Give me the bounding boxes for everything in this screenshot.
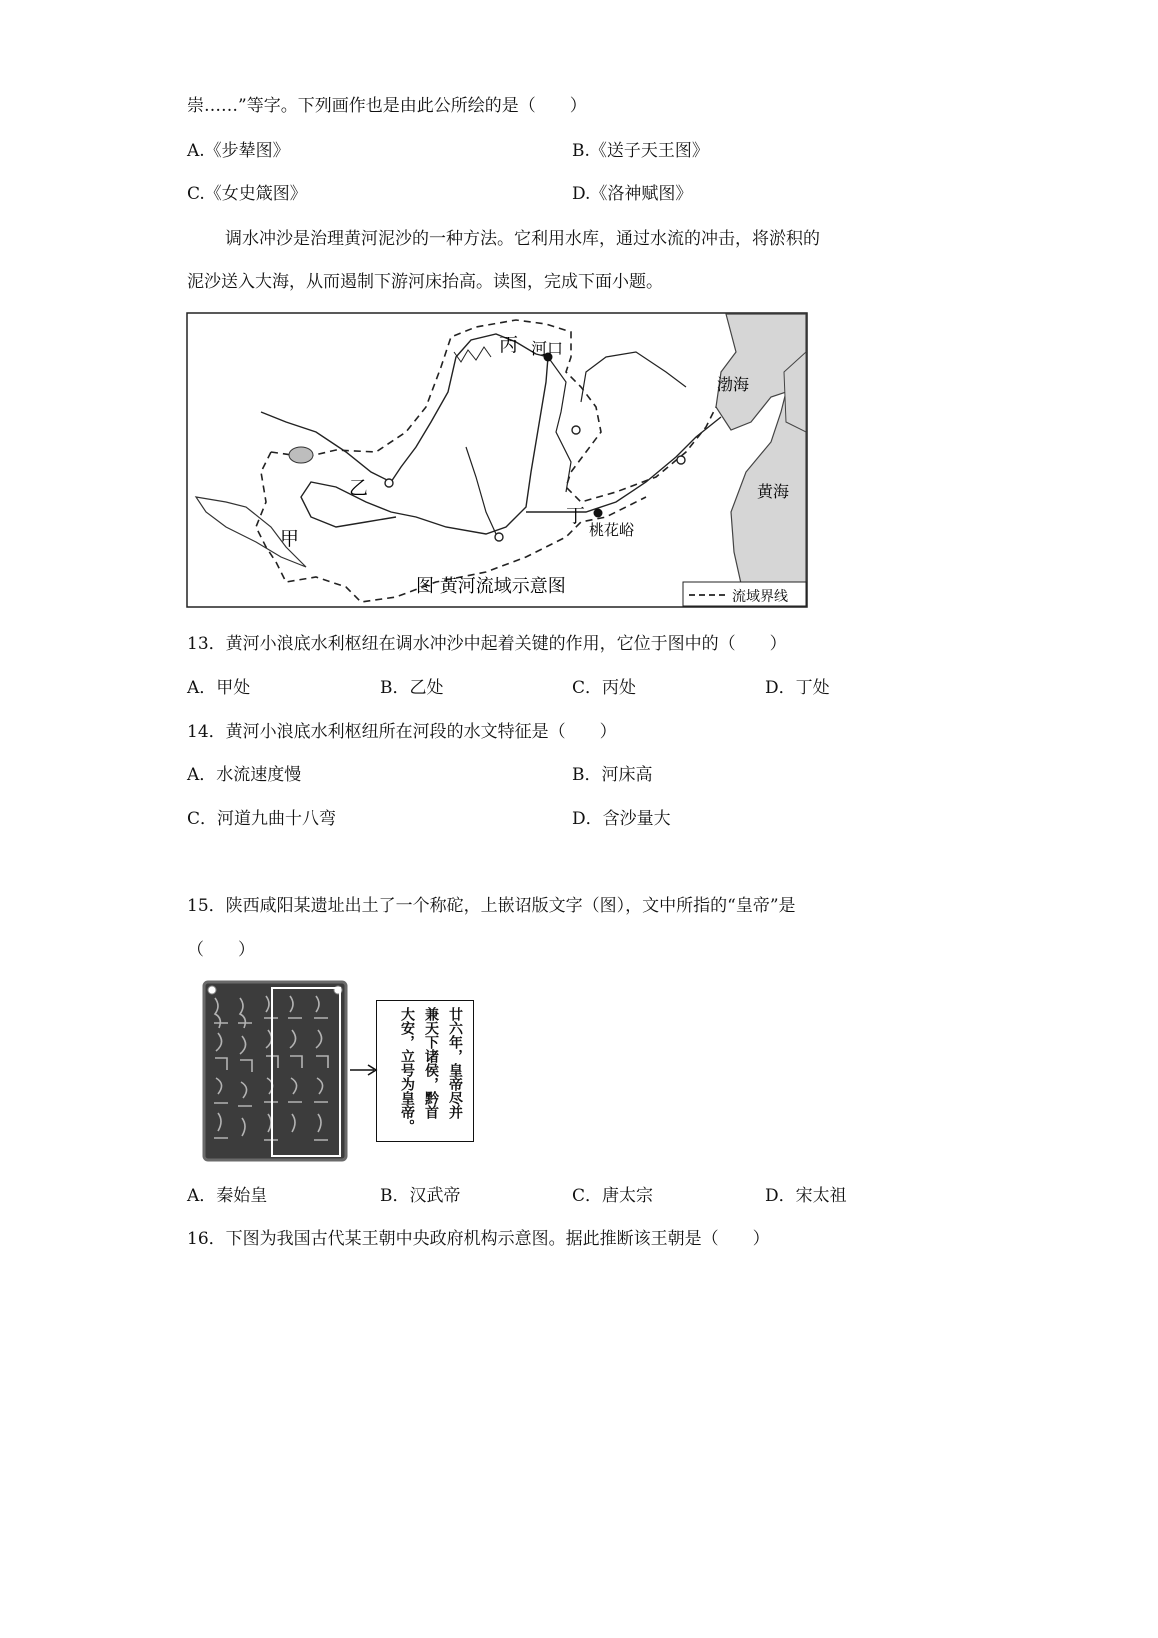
q15-option-b[interactable]: B．汉武帝 bbox=[380, 1186, 461, 1206]
q14-option-a[interactable]: A．水流速度慢 bbox=[187, 765, 302, 785]
q13-option-b[interactable]: B．乙处 bbox=[380, 678, 444, 698]
yellow-river-map bbox=[186, 312, 808, 608]
q16-stem: 16．下图为我国古代某王朝中央政府机构示意图。据此推断该王朝是（ ） bbox=[187, 1229, 770, 1249]
label-bohai: 渤海 bbox=[717, 375, 750, 394]
q13-option-d[interactable]: D．丁处 bbox=[765, 678, 830, 698]
q13-option-c[interactable]: C．丙处 bbox=[572, 678, 637, 698]
station-marker-south bbox=[495, 533, 503, 541]
q12-stem-tail: 崇……”等字。下列画作也是由此公所绘的是（ ） bbox=[187, 96, 587, 116]
legend-label: 流域界线 bbox=[732, 589, 788, 605]
q12-option-d[interactable]: D.《洛神赋图》 bbox=[572, 184, 693, 204]
bronze-plaque-svg bbox=[200, 978, 350, 1164]
q12-option-b[interactable]: B.《送子天王图》 bbox=[572, 141, 709, 161]
edict-transcription-text bbox=[385, 1007, 467, 1135]
label-bing: 丙 bbox=[499, 334, 519, 356]
arrow-icon bbox=[350, 1062, 378, 1076]
q13-stem: 13．黄河小浪底水利枢纽在调水冲沙中起着关键的作用，它位于图中的（ ） bbox=[187, 634, 787, 654]
passage-line-1: 调水冲沙是治理黄河泥沙的一种方法。它利用水库，通过水流的冲击，将淤积的 bbox=[225, 229, 820, 249]
yellow-river-map-svg bbox=[186, 312, 808, 608]
passage-line-2: 泥沙送入大海，从而遏制下游河床抬高。读图，完成下面小题。 bbox=[187, 272, 663, 292]
label-huanghai: 黄海 bbox=[757, 482, 790, 501]
edict-transcription-box bbox=[376, 1000, 474, 1142]
q12-option-c[interactable]: C.《女史箴图》 bbox=[187, 184, 307, 204]
q15-option-a[interactable]: A．秦始皇 bbox=[187, 1186, 268, 1206]
map-title: 图 黄河流域示意图 bbox=[416, 576, 566, 597]
bronze-edict-plaque bbox=[200, 978, 350, 1164]
q15-option-d[interactable]: D．宋太祖 bbox=[765, 1186, 847, 1206]
q13-option-a[interactable]: A．甲处 bbox=[187, 678, 251, 698]
label-jia: 甲 bbox=[280, 528, 300, 550]
taohuayu-marker bbox=[594, 509, 603, 518]
q14-option-d[interactable]: D．含沙量大 bbox=[572, 809, 671, 829]
label-ding: 丁 bbox=[566, 505, 586, 527]
q15-option-c[interactable]: C．唐太宗 bbox=[572, 1186, 654, 1206]
edict-col-1: 廿六年，皇帝尽并 bbox=[447, 1007, 463, 1119]
q14-option-b[interactable]: B．河床高 bbox=[572, 765, 653, 785]
edict-col-3: 大安，立号为皇帝。 bbox=[399, 1007, 415, 1133]
q14-option-c[interactable]: C．河道九曲十八弯 bbox=[187, 809, 337, 829]
q15-stem-cont: （ ） bbox=[187, 940, 255, 960]
label-yi: 乙 bbox=[349, 477, 369, 499]
label-taohuayu: 桃花峪 bbox=[589, 521, 635, 539]
q12-option-a[interactable]: A.《步辇图》 bbox=[187, 141, 290, 161]
label-hekou: 河口 bbox=[531, 339, 564, 358]
edict-col-2: 兼天下诸侯，黔首 bbox=[423, 1007, 439, 1119]
q14-stem: 14．黄河小浪底水利枢纽所在河段的水文特征是（ ） bbox=[187, 722, 617, 742]
station-marker-coast bbox=[677, 456, 685, 464]
station-marker-yi bbox=[385, 479, 393, 487]
station-marker-east bbox=[572, 426, 580, 434]
q15-stem: 15．陕西咸阳某遗址出土了一个称砣，上嵌诏版文字（图），文中所指的“皇帝”是 bbox=[187, 896, 796, 916]
